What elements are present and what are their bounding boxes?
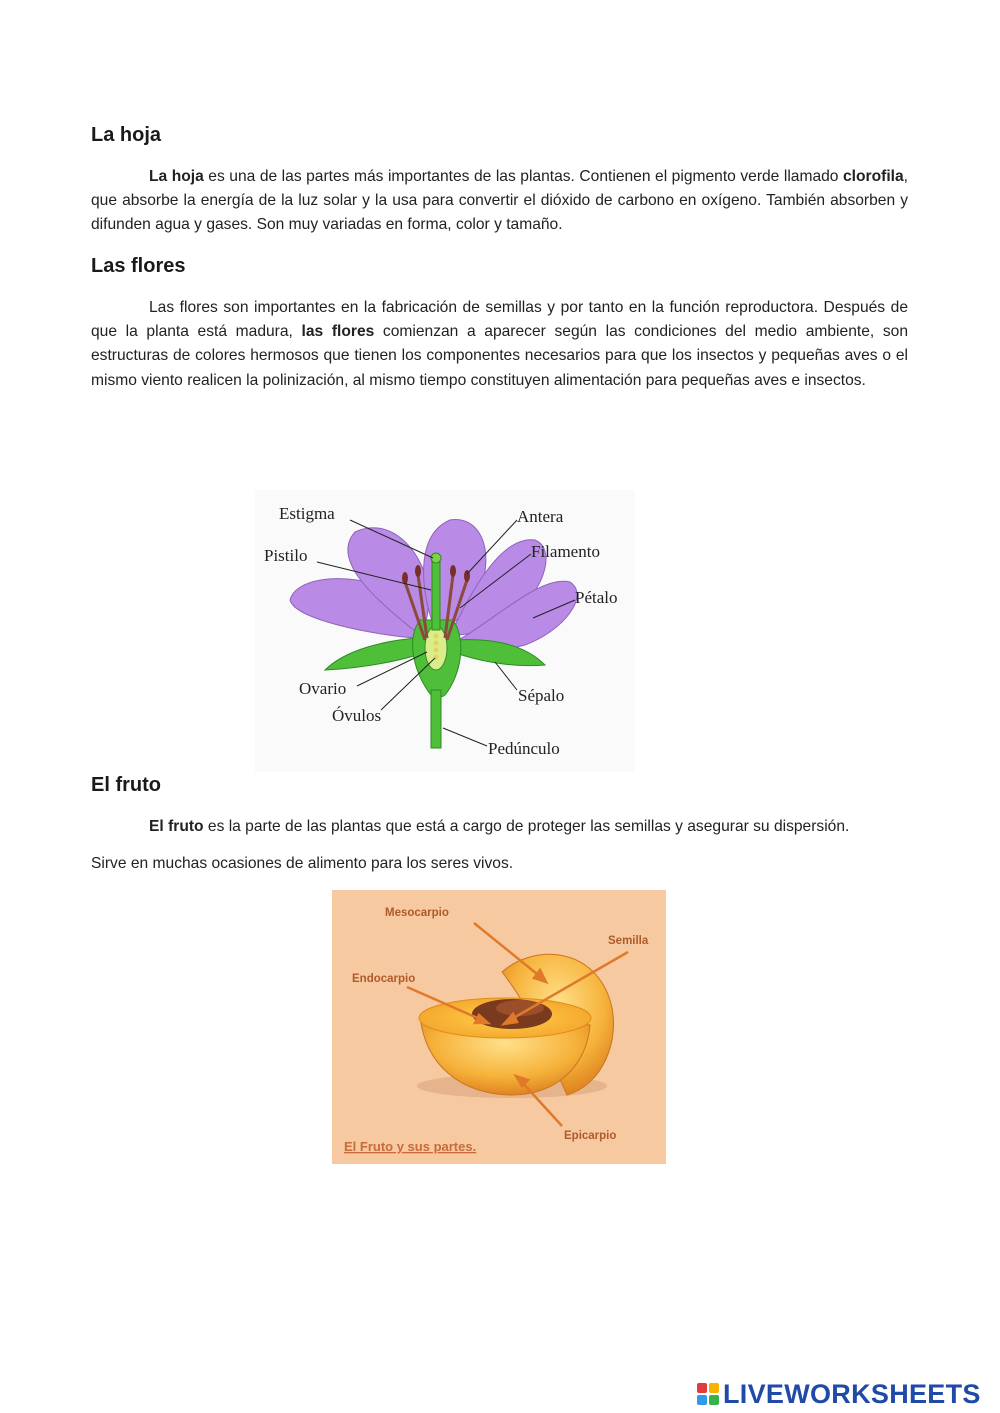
section-title-hoja: La hoja <box>91 124 162 146</box>
label-semilla: Semilla <box>608 935 649 947</box>
paragraph-hoja-text-1: es una de las partes más importantes de las plantas. Contienen el pigmento verde llamado <box>203 168 843 185</box>
label-ovario: Ovario <box>299 679 347 698</box>
paragraph-flores-text-1: Las flores son importantes en la fabricación de semillas y por tanto en la función reproductora. Después de que la planta está madura, <box>91 299 908 341</box>
label-sepalo: Sépalo <box>518 686 565 705</box>
bold-term-la-hoja: La hoja <box>149 168 204 185</box>
bold-term-las-flores: las flores <box>301 323 375 341</box>
liveworksheets-logo-icon <box>697 1383 719 1405</box>
paragraph-fruto-text-1: es la parte de las plantas que está a cargo de proteger las semillas y asegurar su dispersión. <box>203 818 850 835</box>
paragraph-fruto <box>91 815 908 839</box>
peduncle <box>431 690 441 748</box>
paragraph-hoja-text-2: , que absorbe la energía de la luz solar y la usa para convertir el dióxido de carbono en oxígeno. También absorben y difunden agua y gases. Son muy variadas en forma, color y tamaño. <box>91 168 908 234</box>
flower-diagram <box>255 490 635 772</box>
liveworksheets-logo-text: LIVEWORKSHEETS <box>723 1378 981 1409</box>
label-antera: Antera <box>517 507 564 526</box>
anther <box>415 565 421 577</box>
paragraph-flores <box>91 296 908 393</box>
anther <box>450 565 456 577</box>
bold-term-el-fruto: El fruto <box>149 818 204 835</box>
section-title-flores: Las flores <box>91 255 186 277</box>
pistil-style <box>432 560 440 630</box>
label-filamento: Filamento <box>531 542 600 561</box>
paragraph-fruto-2: Sirve en muchas ocasiones de alimento para los seres vivos. <box>91 855 514 872</box>
fruit-diagram <box>332 890 666 1164</box>
label-endocarpio: Endocarpio <box>352 973 416 985</box>
label-petalo: Pétalo <box>575 588 618 607</box>
section-title-fruto: El fruto <box>91 774 161 796</box>
liveworksheets-logo[interactable] <box>697 1378 981 1410</box>
label-ovulos: Óvulos <box>332 706 382 725</box>
label-pistilo: Pistilo <box>264 546 308 565</box>
paragraph-hoja <box>91 165 908 238</box>
label-pedunculo: Pedúnculo <box>488 739 560 758</box>
label-mesocarpio: Mesocarpio <box>385 907 449 919</box>
paragraph-flores-text-2: comienzan a aparecer según las condiciones del medio ambiente, son estructuras de colores hermosos que tienen los componentes necesarios para que los insectos y pequeñas aves o el mismo viento realicen la polinización, al mismo tiempo constituyen alimentación para pequeñas aves e insectos. <box>91 323 908 389</box>
bold-term-clorofila: clorofila <box>843 168 904 185</box>
fruit-caption: El Fruto y sus partes. <box>344 1139 477 1154</box>
label-estigma: Estigma <box>279 504 335 523</box>
label-epicarpio: Epicarpio <box>564 1130 617 1142</box>
anther <box>402 572 408 584</box>
